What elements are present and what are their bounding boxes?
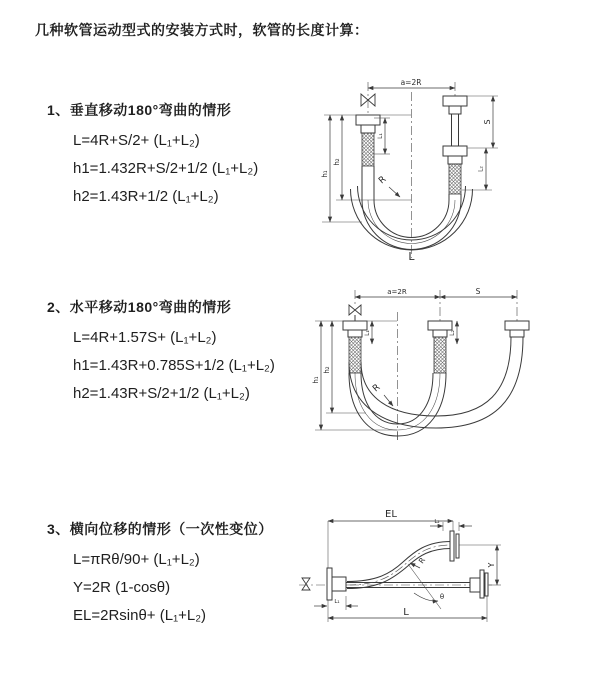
length-label: L: [408, 250, 415, 262]
section-1: [47, 100, 258, 211]
dim-h2-label: h₂: [333, 158, 341, 166]
section-3-heading: 3、横向位移的情形（一次性变位）: [47, 521, 273, 537]
formula-h1: h1=1.432R+S/2+1/2 (L₁+L₂): [73, 160, 259, 177]
dim-l1-label: L₁: [377, 133, 384, 139]
dim-l1-label: L₁: [334, 599, 340, 605]
dim-l2-label: L₂: [477, 166, 485, 172]
section-2-heading: 2、水平移动180°弯曲的情形: [47, 299, 232, 315]
dim-h1-label: h₁: [312, 376, 320, 384]
section-3: [47, 519, 273, 630]
dim-a2r-label: a=2R: [387, 288, 407, 296]
dim-y-label: Y: [487, 562, 496, 568]
diagram-horizontal-180-bend: [306, 282, 598, 450]
dim-el-label: EL: [385, 509, 397, 520]
radius-label: R: [377, 174, 389, 187]
diagram-lateral-displacement: [296, 500, 598, 642]
dim-l-label: L: [403, 607, 409, 618]
dim-s-label: S: [475, 287, 481, 296]
valve-icon: [349, 305, 361, 321]
dim-l2-label: L₂: [434, 519, 440, 525]
formula-length: L=πRθ/90+ (L₁+L₂): [73, 551, 200, 568]
formula-length: L=4R+1.57S+ (L₁+L₂): [73, 329, 217, 346]
formula-length: L=4R+S/2+ (L₁+L₂): [73, 132, 200, 149]
dim-h1-label: h₁: [321, 170, 329, 178]
diagram-vertical-180-bend: [310, 66, 582, 262]
dim-s-label: S: [483, 119, 492, 125]
formula-h2: h2=1.43R+1/2 (L₁+L₂): [73, 188, 219, 205]
angle-theta-label: θ: [439, 593, 445, 601]
radius-label: R: [416, 555, 428, 566]
formula-h2: h2=1.43R+S/2+1/2 (L₁+L₂): [73, 385, 250, 402]
dim-l2-label: L₂: [449, 330, 456, 336]
formula-el: EL=2Rsinθ+ (L₁+L₂): [73, 607, 207, 624]
formula-y: Y=2R (1-cosθ): [73, 579, 171, 596]
dim-a2r-label: a=2R: [400, 78, 422, 87]
dim-h2-label: h₂: [323, 366, 331, 374]
valve-icon: [302, 578, 310, 590]
section-2: [47, 297, 275, 408]
formula-h1: h1=1.43R+0.785S+1/2 (L₁+L₂): [73, 357, 275, 374]
section-1-heading: 1、垂直移动180°弯曲的情形: [47, 102, 232, 118]
radius-label: R: [371, 382, 383, 395]
page-title: 几种软管运动型式的安装方式时，软管的长度计算：: [35, 22, 369, 38]
dim-l1-label: L₁: [364, 330, 371, 336]
